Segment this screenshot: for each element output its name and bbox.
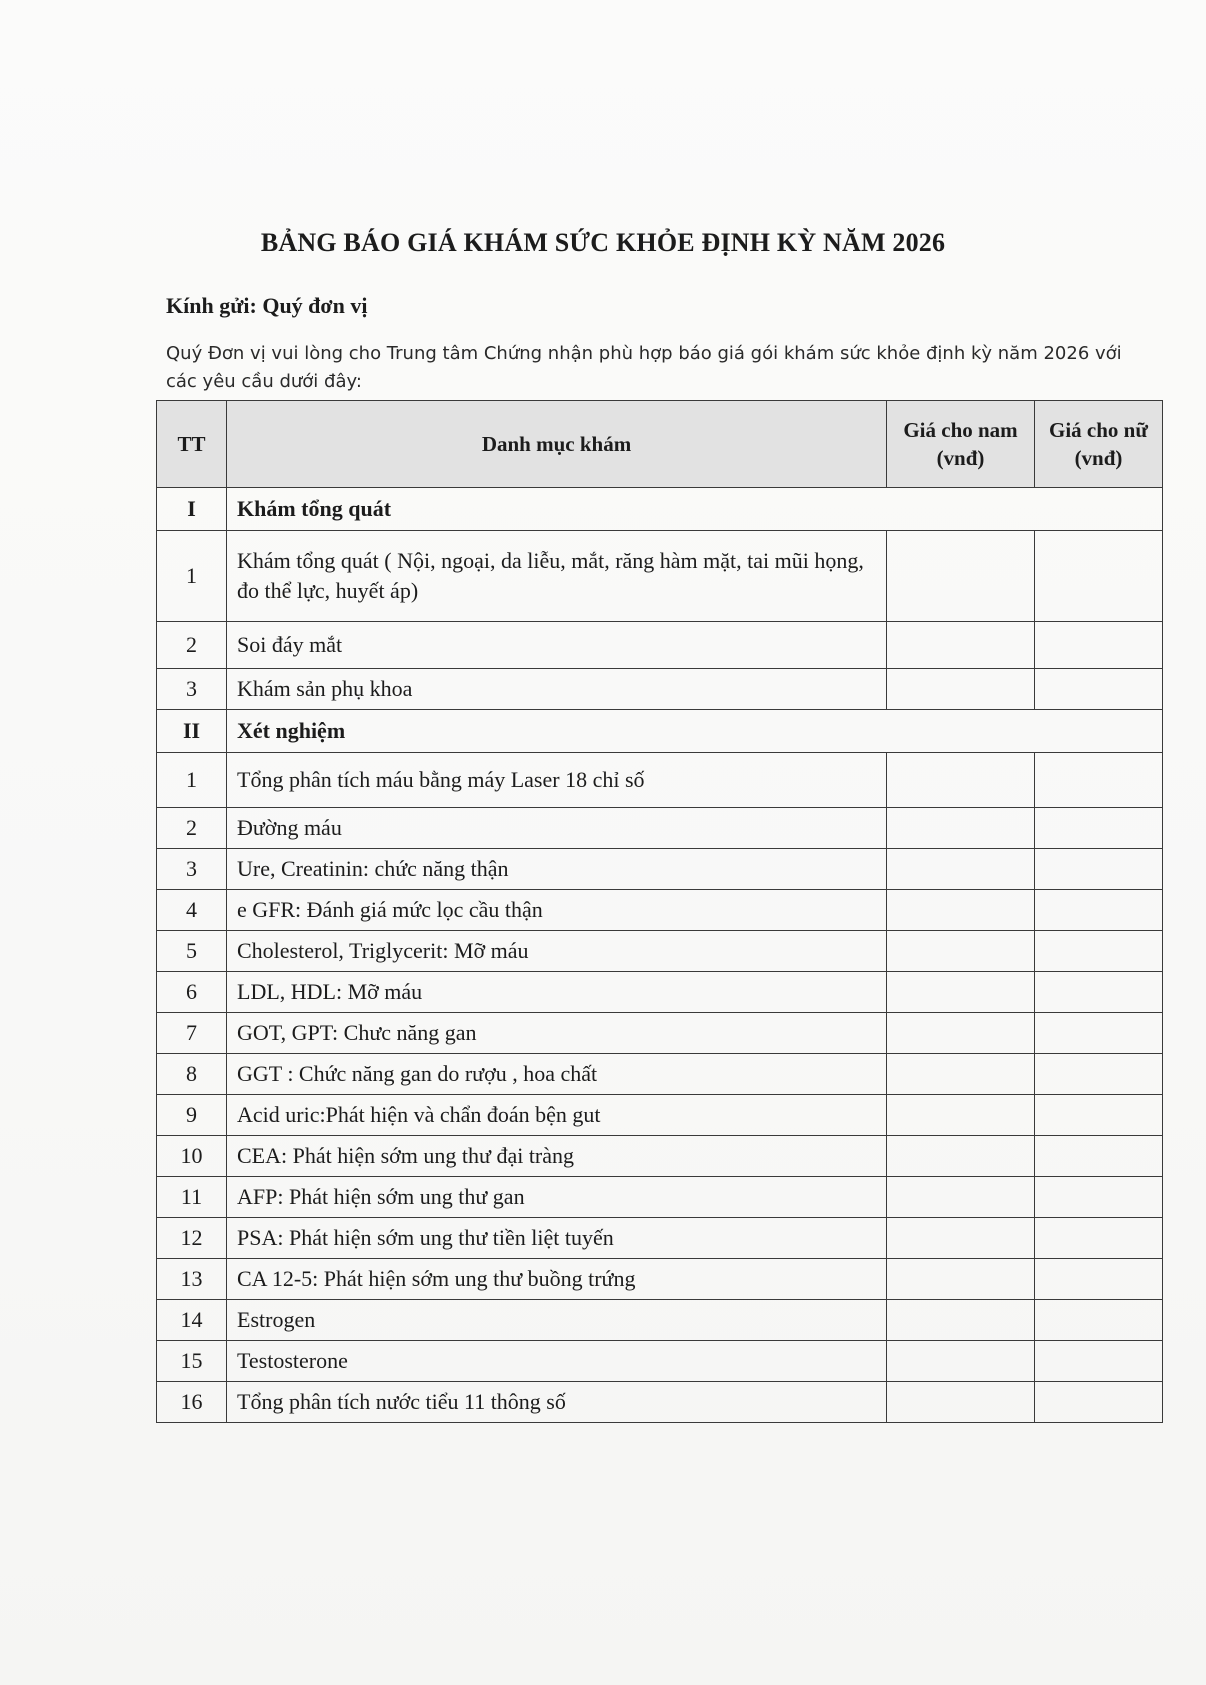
row-name: Khám tổng quát ( Nội, ngoại, da liễu, mắt, răng hàm mặt, tai mũi họng, đo thể lực, huyết áp) <box>227 531 887 622</box>
section-number: II <box>157 710 227 753</box>
female-price-cell[interactable] <box>1035 808 1163 849</box>
row-name: Khám sản phụ khoa <box>227 669 887 710</box>
row-name: e GFR: Đánh giá mức lọc cầu thận <box>227 890 887 931</box>
male-price-cell[interactable] <box>887 669 1035 710</box>
row-name: GGT : Chức năng gan do rượu , hoa chất <box>227 1054 887 1095</box>
row-number: 4 <box>157 890 227 931</box>
female-price-cell[interactable] <box>1035 753 1163 808</box>
female-price-cell[interactable] <box>1035 849 1163 890</box>
row-name: PSA: Phát hiện sớm ung thư tiền liệt tuyến <box>227 1218 887 1259</box>
table-row <box>157 622 1163 669</box>
table-row <box>157 808 1163 849</box>
female-price-cell[interactable] <box>1035 1300 1163 1341</box>
section-title: Khám tổng quát <box>227 488 1163 531</box>
row-name: AFP: Phát hiện sớm ung thư gan <box>227 1177 887 1218</box>
row-name: Testosterone <box>227 1341 887 1382</box>
header-male-price: Giá cho nam (vnđ) <box>887 401 1035 488</box>
row-number: 13 <box>157 1259 227 1300</box>
header-item: Danh mục khám <box>227 401 887 488</box>
male-price-cell[interactable] <box>887 753 1035 808</box>
greeting: Kính gửi: Quý đơn vị <box>166 293 368 318</box>
male-price-cell[interactable] <box>887 931 1035 972</box>
section-title: Xét nghiệm <box>227 710 1163 753</box>
table-row <box>157 931 1163 972</box>
male-price-cell[interactable] <box>887 622 1035 669</box>
header-tt: TT <box>157 401 227 488</box>
male-price-cell[interactable] <box>887 849 1035 890</box>
header-female-price: Giá cho nữ (vnđ) <box>1035 401 1163 488</box>
table-row <box>157 1300 1163 1341</box>
table-row <box>157 1382 1163 1423</box>
row-name: Tổng phân tích nước tiểu 11 thông số <box>227 1382 887 1423</box>
row-number: 14 <box>157 1300 227 1341</box>
table-row <box>157 1054 1163 1095</box>
female-price-cell[interactable] <box>1035 931 1163 972</box>
male-price-cell[interactable] <box>887 1013 1035 1054</box>
row-number: 12 <box>157 1218 227 1259</box>
table-row <box>157 849 1163 890</box>
row-number: 1 <box>157 753 227 808</box>
male-price-cell[interactable] <box>887 531 1035 622</box>
female-price-cell[interactable] <box>1035 1136 1163 1177</box>
price-table <box>156 400 1163 1423</box>
female-price-cell[interactable] <box>1035 1054 1163 1095</box>
row-name: CA 12-5: Phát hiện sớm ung thư buồng trứng <box>227 1259 887 1300</box>
row-number: 15 <box>157 1341 227 1382</box>
row-number: 1 <box>157 531 227 622</box>
female-price-cell[interactable] <box>1035 1259 1163 1300</box>
row-name: Ure, Creatinin: chức năng thận <box>227 849 887 890</box>
female-price-cell[interactable] <box>1035 669 1163 710</box>
row-number: 9 <box>157 1095 227 1136</box>
table-row <box>157 890 1163 931</box>
intro-paragraph: Quý Đơn vị vui lòng cho Trung tâm Chứng nhận phù hợp báo giá gói khám sức khỏe định kỳ năm 2026 với các yêu cầu dưới đây: <box>166 343 1122 392</box>
male-price-cell[interactable] <box>887 1300 1035 1341</box>
section-row <box>157 710 1163 753</box>
row-number: 6 <box>157 972 227 1013</box>
row-number: 3 <box>157 669 227 710</box>
female-price-cell[interactable] <box>1035 1177 1163 1218</box>
female-price-cell[interactable] <box>1035 972 1163 1013</box>
table-row <box>157 972 1163 1013</box>
row-name: LDL, HDL: Mỡ máu <box>227 972 887 1013</box>
table-row <box>157 753 1163 808</box>
table-row <box>157 669 1163 710</box>
row-name: Soi đáy mắt <box>227 622 887 669</box>
row-number: 10 <box>157 1136 227 1177</box>
table-header-row <box>157 401 1163 488</box>
section-row <box>157 488 1163 531</box>
row-number: 3 <box>157 849 227 890</box>
row-name: Đường máu <box>227 808 887 849</box>
male-price-cell[interactable] <box>887 1341 1035 1382</box>
row-number: 2 <box>157 808 227 849</box>
row-number: 2 <box>157 622 227 669</box>
table-row <box>157 1259 1163 1300</box>
male-price-cell[interactable] <box>887 1054 1035 1095</box>
female-price-cell[interactable] <box>1035 1013 1163 1054</box>
row-name: Tổng phân tích máu bằng máy Laser 18 chỉ số <box>227 753 887 808</box>
male-price-cell[interactable] <box>887 972 1035 1013</box>
row-name: Cholesterol, Triglycerit: Mỡ máu <box>227 931 887 972</box>
table-row <box>157 1095 1163 1136</box>
male-price-cell[interactable] <box>887 890 1035 931</box>
male-price-cell[interactable] <box>887 1382 1035 1423</box>
row-number: 7 <box>157 1013 227 1054</box>
row-number: 8 <box>157 1054 227 1095</box>
male-price-cell[interactable] <box>887 1136 1035 1177</box>
table-row <box>157 1177 1163 1218</box>
male-price-cell[interactable] <box>887 1095 1035 1136</box>
female-price-cell[interactable] <box>1035 1341 1163 1382</box>
female-price-cell[interactable] <box>1035 1095 1163 1136</box>
male-price-cell[interactable] <box>887 1259 1035 1300</box>
female-price-cell[interactable] <box>1035 1218 1163 1259</box>
table-row <box>157 1013 1163 1054</box>
row-name: Acid uric:Phát hiện và chẩn đoán bện gut <box>227 1095 887 1136</box>
section-number: I <box>157 488 227 531</box>
table-row <box>157 531 1163 622</box>
male-price-cell[interactable] <box>887 808 1035 849</box>
table-row <box>157 1218 1163 1259</box>
row-name: Estrogen <box>227 1300 887 1341</box>
female-price-cell[interactable] <box>1035 622 1163 669</box>
male-price-cell[interactable] <box>887 1177 1035 1218</box>
female-price-cell[interactable] <box>1035 531 1163 622</box>
table-row <box>157 1341 1163 1382</box>
row-name: CEA: Phát hiện sớm ung thư đại tràng <box>227 1136 887 1177</box>
male-price-cell[interactable] <box>887 1218 1035 1259</box>
row-number: 11 <box>157 1177 227 1218</box>
row-number: 16 <box>157 1382 227 1423</box>
female-price-cell[interactable] <box>1035 890 1163 931</box>
female-price-cell[interactable] <box>1035 1382 1163 1423</box>
row-name: GOT, GPT: Chưc năng gan <box>227 1013 887 1054</box>
page-title: BẢNG BÁO GIÁ KHÁM SỨC KHỎE ĐỊNH KỲ NĂM 2026 <box>260 228 946 257</box>
row-number: 5 <box>157 931 227 972</box>
table-row <box>157 1136 1163 1177</box>
